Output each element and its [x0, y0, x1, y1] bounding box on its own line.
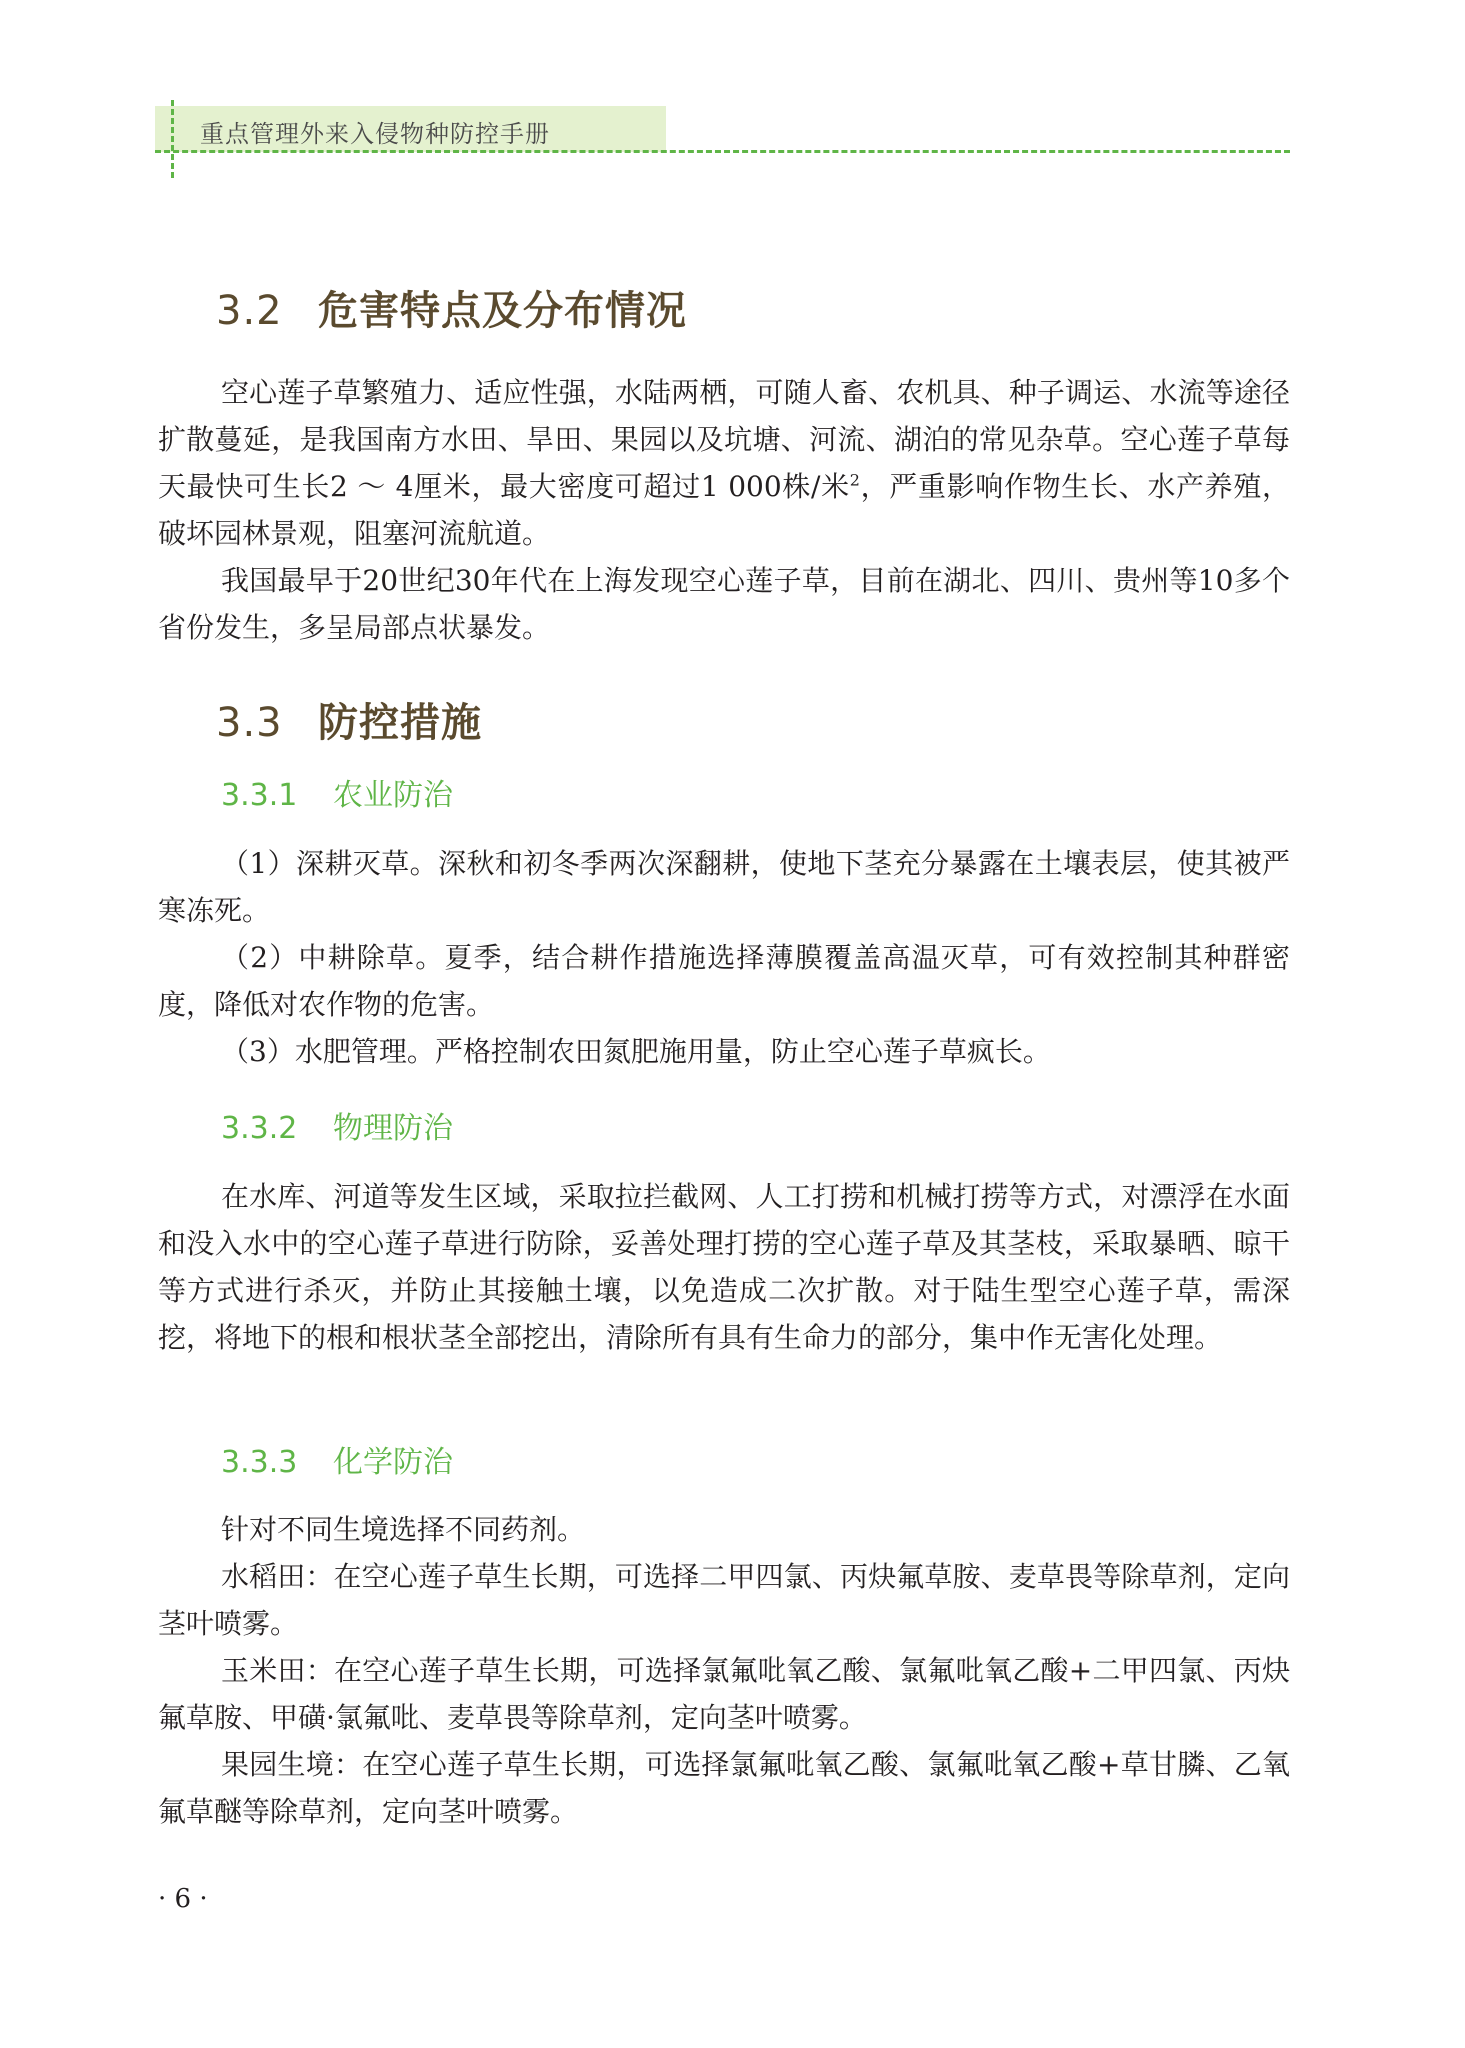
page-number: · 6 · — [158, 1884, 208, 1914]
paragraph-text: ，严重影响作物生长、水产养殖，破坏园林景观，阻塞河流航道。 — [158, 470, 1290, 550]
subsection-title: 物理防治 — [333, 1111, 453, 1146]
paragraph-corn-field: 玉米田：在空心莲子草生长期，可选择氯氟吡氧乙酸、氯氟吡氧乙酸+二甲四氯、丙炔氟草胺、甲磺·氯氟吡、麦草畏等除草剂，定向茎叶喷雾。 — [158, 1654, 1290, 1734]
section-heading-3-3 — [216, 691, 482, 748]
section-heading-3-2 — [216, 279, 687, 336]
list-item-intertillage: （2）中耕除草。夏季，结合耕作措施选择薄膜覆盖高温灭草，可有效控制其种群密度，降低对农作物的危害。 — [158, 941, 1290, 1021]
paragraph-physical-control: 在水库、河道等发生区域，采取拉拦截网、人工打捞和机械打捞等方式，对漂浮在水面和没入水中的空心莲子草进行防除，妥善处理打捞的空心莲子草及其茎枝，采取暴晒、晾干等方式进行杀灭，并防止其接触土壤，以免造成二次扩散。对于陆生型空心莲子草，需深挖，将地下的根和根状茎全部挖出，清除所有具有生命力的部分，集中作无害化处理。 — [158, 1180, 1290, 1354]
superscript: 2 — [849, 470, 860, 490]
subsection-title: 农业防治 — [333, 778, 453, 813]
section-title: 防控措施 — [318, 699, 482, 746]
header-vertical-rule — [171, 100, 174, 178]
subsection-number: 3.3.3 — [221, 1445, 298, 1480]
list-item-deep-tillage: （1）深耕灭草。深秋和初冬季两次深翻耕，使地下茎充分暴露在土壤表层，使其被严寒冻死。 — [158, 847, 1290, 927]
list-item-fertilizer: （3）水肥管理。严格控制农田氮肥施用量，防止空心莲子草疯长。 — [221, 1035, 1051, 1068]
subheading-3-3-2 — [221, 1103, 453, 1147]
subsection-title: 化学防治 — [333, 1445, 453, 1480]
paragraph-distribution: 我国最早于20世纪30年代在上海发现空心莲子草，目前在湖北、四川、贵州等10多个省份发生，多呈局部点状暴发。 — [158, 564, 1290, 644]
subsection-number: 3.3.2 — [221, 1111, 298, 1146]
subheading-3-3-1 — [221, 770, 453, 814]
running-header-title: 重点管理外来入侵物种防控手册 — [200, 120, 550, 148]
header-horizontal-rule — [155, 150, 1290, 153]
subheading-3-3-3 — [221, 1437, 453, 1481]
paragraph-hazard — [158, 369, 1290, 557]
paragraph-rice-field: 水稻田：在空心莲子草生长期，可选择二甲四氯、丙炔氟草胺、麦草畏等除草剂，定向茎叶喷雾。 — [158, 1560, 1290, 1640]
section-number: 3.3 — [216, 700, 283, 746]
paragraph-orchard: 果园生境：在空心莲子草生长期，可选择氯氟吡氧乙酸、氯氟吡氧乙酸+草甘膦、乙氧氟草醚等除草剂，定向茎叶喷雾。 — [158, 1748, 1290, 1828]
paragraph-chemical-intro: 针对不同生境选择不同药剂。 — [221, 1513, 586, 1546]
section-number: 3.2 — [216, 288, 283, 334]
subsection-number: 3.3.1 — [221, 778, 298, 813]
section-title: 危害特点及分布情况 — [318, 287, 687, 334]
paragraph-text: 空心莲子草繁殖力、适应性强，水陆两栖，可随人畜、农机具、种子调运、水流等途径扩散蔓延，是我国南方水田、旱田、果园以及坑塘、河流、湖泊的常见杂草。空心莲子草每天最快可生长2 ～ 4厘米，最大密度可超过1 000株/米 — [158, 376, 1290, 503]
